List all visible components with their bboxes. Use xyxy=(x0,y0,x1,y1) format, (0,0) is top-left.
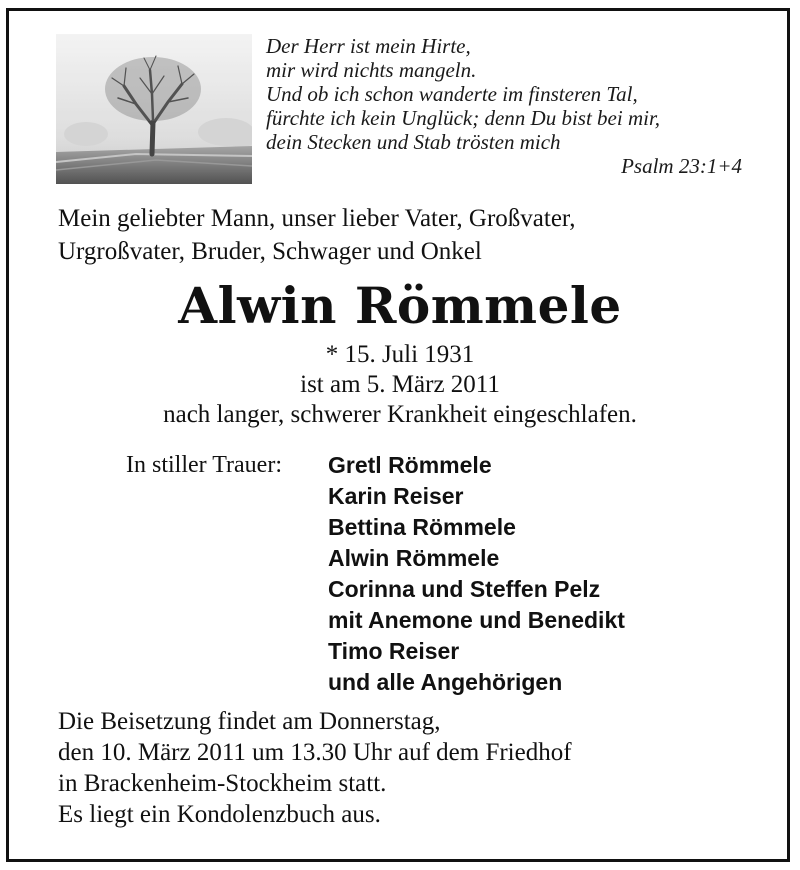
mourner-name: Corinna und Steffen Pelz xyxy=(328,576,601,602)
psalm-line: mir wird nichts mangeln. xyxy=(266,58,477,82)
mourner-name: Karin Reiser xyxy=(328,483,464,509)
funeral-line: den 10. März 2011 um 13.30 Uhr auf dem Friedhof xyxy=(58,739,572,766)
mourner-name: mit Anemone und Benedikt xyxy=(328,607,625,633)
psalm-line: dein Stecken und Stab trösten mich xyxy=(266,130,561,154)
psalm-quote xyxy=(266,34,744,178)
mourners-list xyxy=(328,450,625,698)
intro-line: Mein geliebter Mann, unser lieber Vater, Großvater, xyxy=(58,205,576,232)
psalm-line: Der Herr ist mein Hirte, xyxy=(266,34,471,58)
psalm-line: fürchte ich kein Unglück; denn Du bist bei mir, xyxy=(266,106,661,130)
mourning-label: In stiller Trauer: xyxy=(126,452,282,478)
mourner-name: Bettina Römmele xyxy=(328,514,516,540)
death-date: ist am 5. März 2011 xyxy=(300,371,500,398)
mourner-name: und alle Angehörigen xyxy=(328,669,563,695)
funeral-line: Es liegt ein Kondolenzbuch aus. xyxy=(58,801,381,828)
mourner-name: Timo Reiser xyxy=(328,638,460,664)
mourner-name: Gretl Römmele xyxy=(328,452,492,478)
intro-line: Urgroßvater, Bruder, Schwager und Onkel xyxy=(58,238,482,265)
psalm-reference: Psalm 23:1+4 xyxy=(621,154,742,178)
funeral-line: Die Beisetzung findet am Donnerstag, xyxy=(58,708,441,735)
deceased-name: Alwin Römmele xyxy=(178,276,622,335)
funeral-details xyxy=(58,706,572,830)
foggy-tree-photo xyxy=(56,34,252,184)
life-dates xyxy=(0,340,800,430)
death-note: nach langer, schwerer Krankheit eingeschlafen. xyxy=(163,401,637,428)
intro-text xyxy=(58,202,576,268)
mourner-name: Alwin Römmele xyxy=(328,545,500,571)
tree-image xyxy=(56,34,252,184)
funeral-line: in Brackenheim-Stockheim statt. xyxy=(58,770,387,797)
psalm-line: Und ob ich schon wanderte im finsteren Tal, xyxy=(266,82,638,106)
birth-date: * 15. Juli 1931 xyxy=(325,341,475,368)
